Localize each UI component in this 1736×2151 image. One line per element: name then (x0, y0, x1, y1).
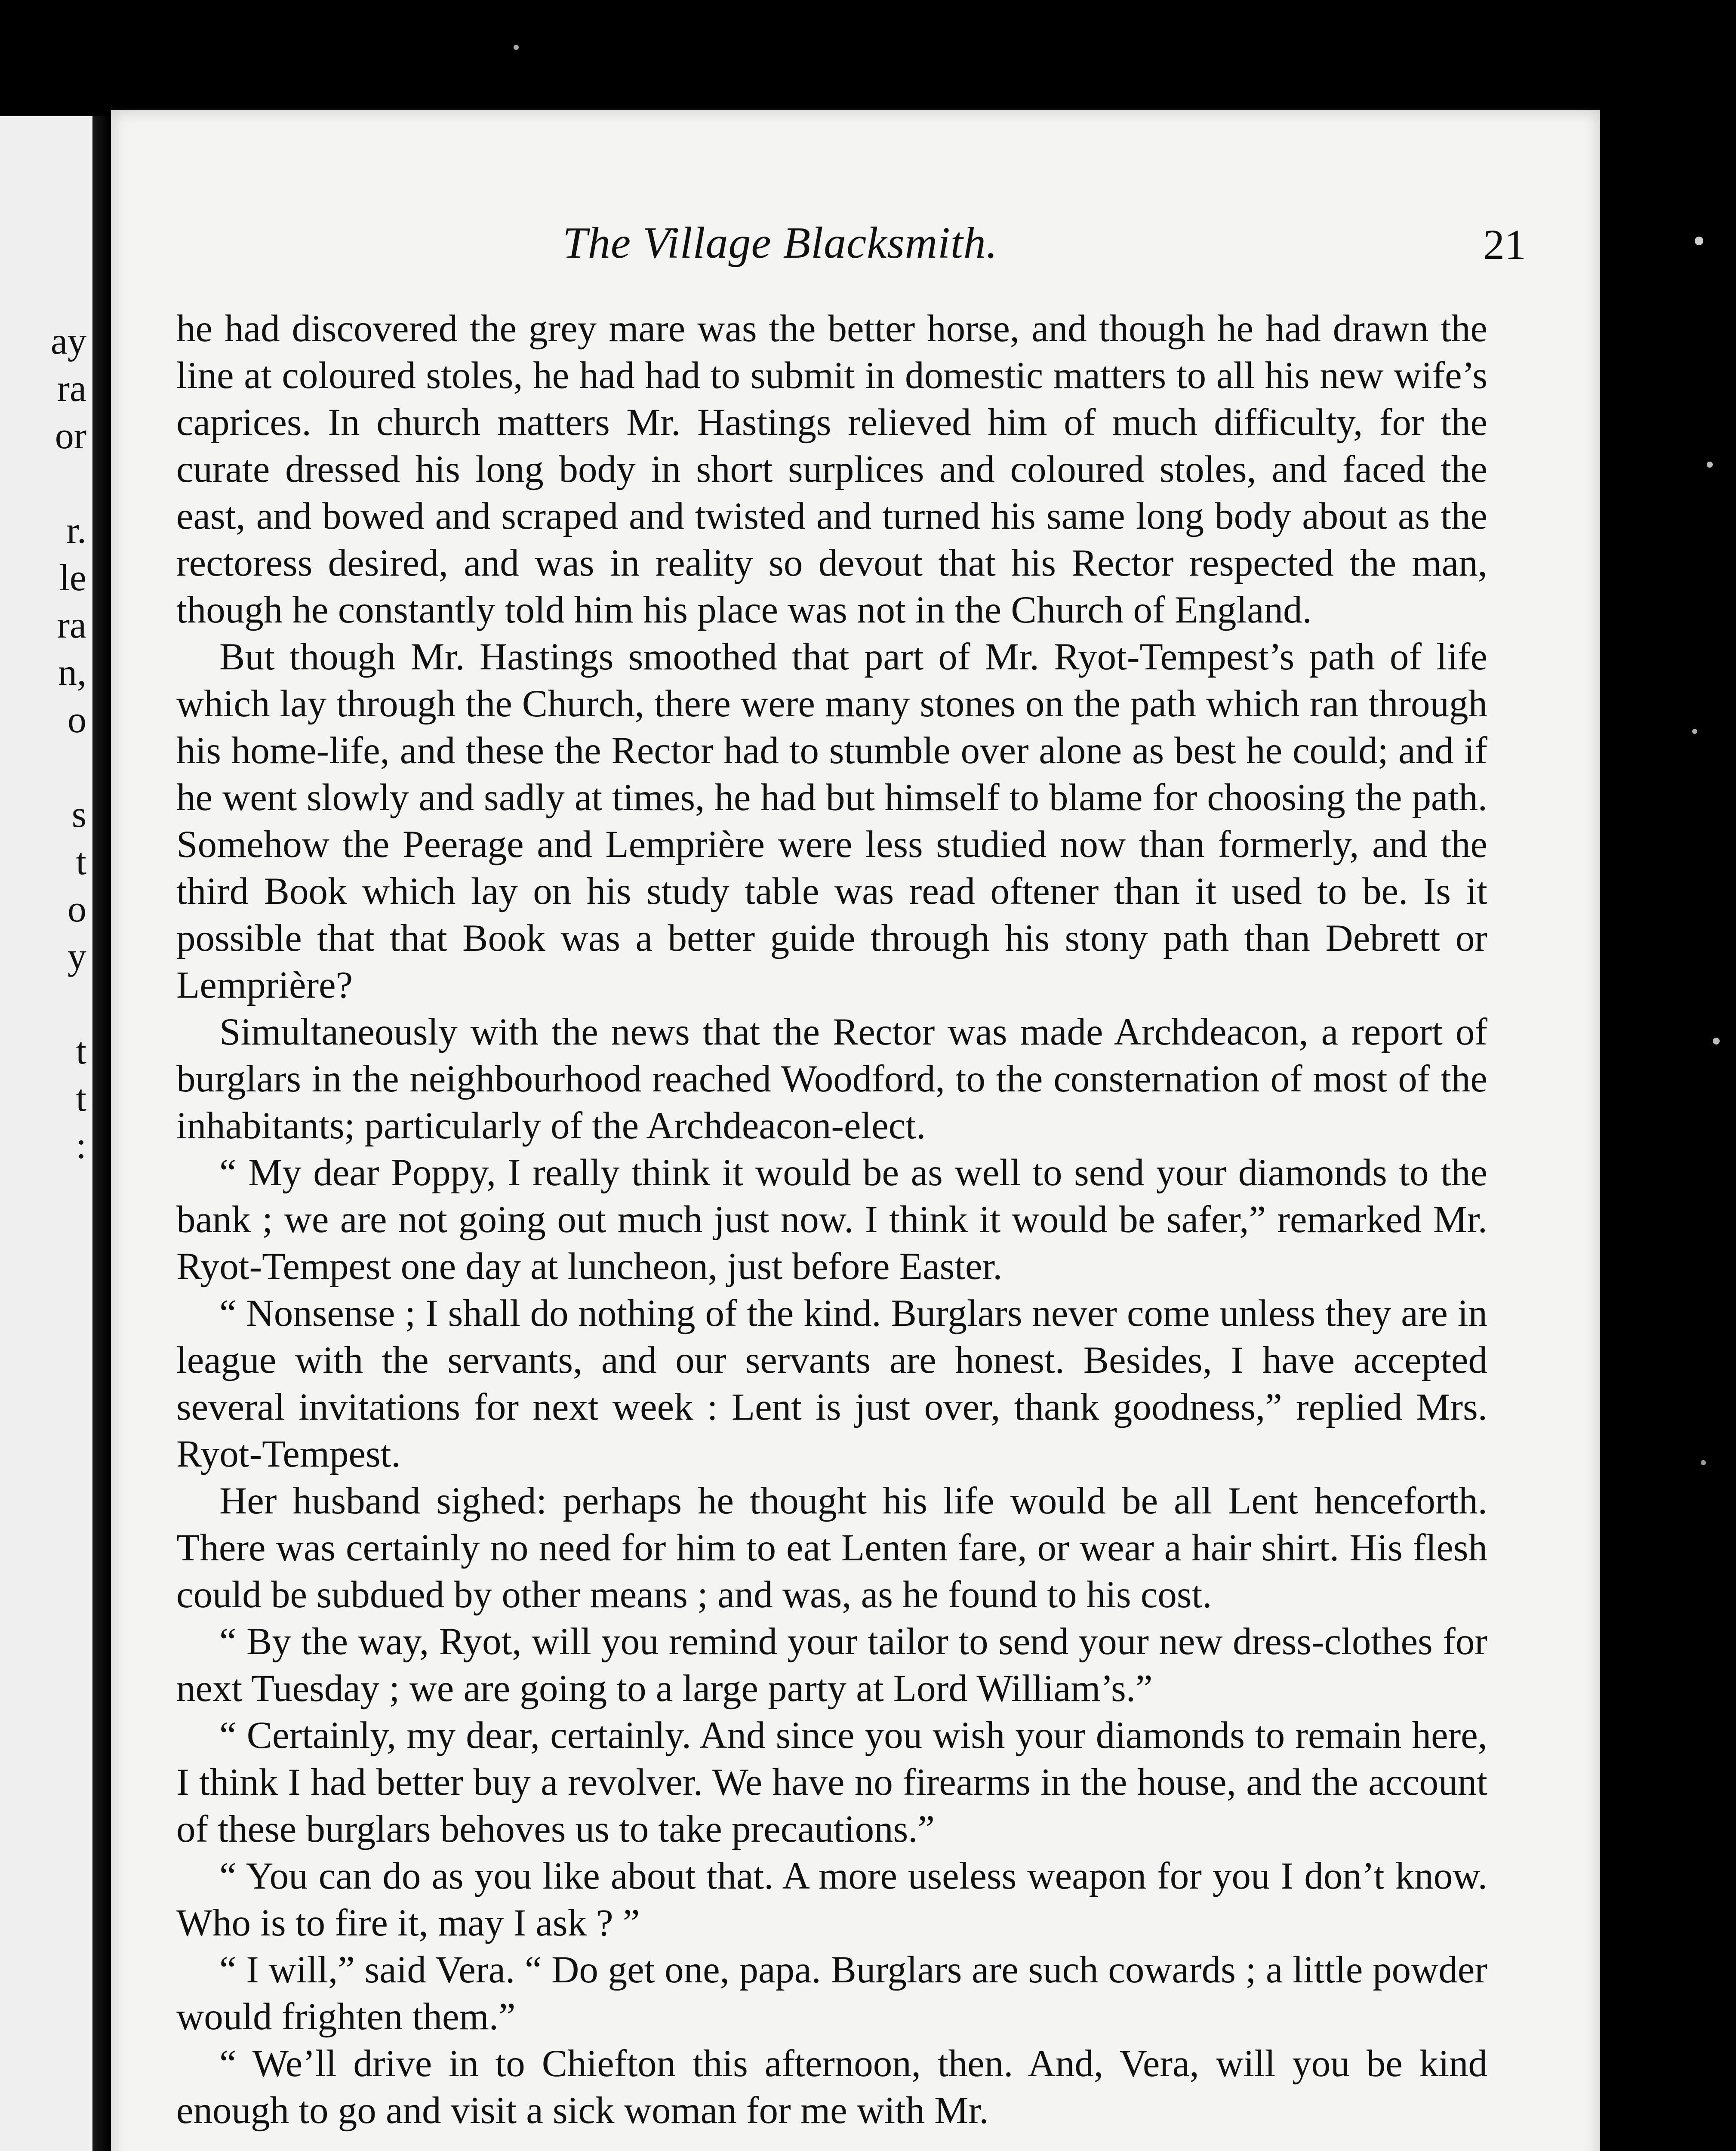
paragraph: “ We’ll drive in to Chiefton this afternoon, then. And, Vera, will you be kind enough to go and visit a sick woman for me with Mr. (176, 2043, 1487, 2132)
facing-page-fragment: : (76, 1125, 86, 1167)
facing-page-fragment: ra (57, 368, 86, 410)
facing-page-fragment: le (59, 557, 86, 599)
paragraph: “ You can do as you like about that. A more useless weapon for you I don’t know. Who is to fire it, may I ask ? ” (176, 1855, 1487, 1944)
facing-page-fragment: t (76, 841, 86, 883)
paragraph: But though Mr. Hastings smoothed that part of Mr. Ryot-Tempest’s path of life which lay through the Church, there were many stones on the path which ran through his home-life, and these the Rector had to stumble over alone as best he could; and if he went slowly and sadly at times, he had but himself to blame for choosing the path. Somehow the Peerage and Lemprière were less studied now than formerly, and the third Book which lay on his study table was read oftener than it used to be. Is it possible that that Book was a better guide through his stony path than Debrett or Lemprière? (176, 636, 1487, 1006)
facing-page-fragment: t (76, 1078, 86, 1119)
facing-page-fragment: o (68, 888, 86, 930)
paragraph: Simultaneously with the news that the Rector was made Archdeacon, a report of burglars in the neighbourhood reached Woodford, to the consternation of most of the inhabitants; particularly of the Archdeacon-elect. (176, 1011, 1487, 1147)
paragraph: “ I will,” said Vera. “ Do get one, papa. Burglars are such cowards ; a little powder would frighten them.” (176, 1949, 1487, 2038)
facing-page-fragment: s (71, 794, 86, 835)
body-text (176, 305, 1487, 2134)
paragraph: “ My dear Poppy, I really think it would be as well to send your diamonds to the bank ; we are not going out much just now. I think it would be safer,” remarked Mr. Ryot-Tempest one day at luncheon, just before Easter. (176, 1152, 1487, 1288)
book-page (111, 110, 1600, 2151)
facing-page-fragment: ay (50, 320, 86, 362)
facing-page-fragment: or (55, 415, 86, 457)
paragraph: “ Certainly, my dear, certainly. And since you wish your diamonds to remain here, I think I had better buy a revolver. We have no firearms in the house, and the account of these burglars behoves us to take precautions.” (176, 1714, 1487, 1850)
paragraph: Her husband sighed: perhaps he thought his life would be all Lent henceforth. There was certainly no need for him to eat Lenten fare, or wear a hair shirt. His flesh could be subdued by other means ; and was, as he found to his cost. (176, 1480, 1487, 1616)
paragraph: he had discovered the grey mare was the better horse, and though he had drawn the line at coloured stoles, he had had to submit in domestic matters to all his new wife’s caprices. In church matters Mr. Hastings relieved him of much difficulty, for the curate dressed his long body in short surplices and coloured stoles, and faced the east, and bowed and scraped and twisted and turned his same long body about as the rectoress desired, and was in reality so devout that his Rector respected the man, though he constantly told him his place was not in the Church of England. (176, 308, 1487, 631)
book-gutter-shadow (92, 116, 110, 2151)
paragraph: “ Nonsense ; I shall do nothing of the kind. Burglars never come unless they are in league with the servants, and our servants are honest. Besides, I have accepted several invitations for next week : Lent is just over, thank goodness,” replied Mrs. Ryot-Tempest. (176, 1292, 1487, 1475)
facing-page-fragment: t (76, 1030, 86, 1072)
page-number: 21 (1483, 221, 1526, 268)
facing-page-fragment: ra (57, 604, 86, 646)
running-title: The Village Blacksmith. (563, 218, 998, 268)
paragraph: “ By the way, Ryot, will you remind your tailor to send your new dress-clothes for next Tuesday ; we are going to a large party at Lord William’s.” (176, 1621, 1487, 1710)
facing-page-fragment: y (68, 936, 86, 977)
facing-page-fragment: n, (58, 652, 86, 693)
facing-page-edge (0, 116, 100, 2151)
facing-page-fragment: o (68, 699, 86, 741)
running-head (111, 217, 1600, 277)
facing-page-fragment: r. (66, 510, 86, 552)
